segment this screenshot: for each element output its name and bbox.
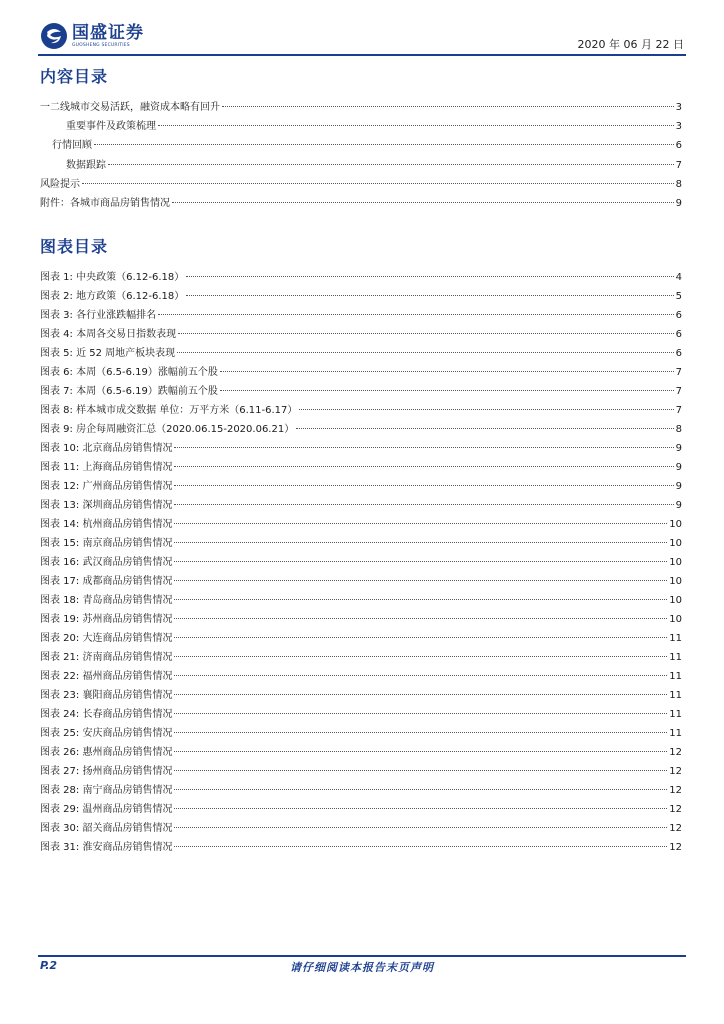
figure-entry[interactable] [0,629,724,647]
page-ref: 10 [669,538,682,549]
figure-entry-label: 图表 21: 济南商品房销售情况 [40,652,173,663]
dot-leader [94,144,674,145]
figure-entry-label: 图表 13: 深圳商品房销售情况 [40,500,173,511]
page-ref: 7 [675,159,682,171]
page-ref: 7 [675,405,682,416]
dot-leader [174,485,673,486]
page-ref: 3 [675,102,682,113]
page-ref: 4 [675,272,682,283]
figure-entry-label: 图表 23: 襄阳商品房销售情况 [40,690,173,701]
page-ref: 12 [669,747,682,758]
page-ref: 11 [669,690,682,701]
page-ref: 11 [669,728,682,739]
figure-entry[interactable] [0,268,724,286]
figure-entry-label: 图表 17: 成都商品房销售情况 [40,576,173,587]
dot-leader [174,694,667,695]
figure-entry-label: 图表 30: 韶关商品房销售情况 [40,823,173,834]
dot-leader [158,125,674,126]
figure-entry-label: 图表 20: 大连商品房销售情况 [40,633,173,644]
page-ref: 10 [669,519,682,530]
page-ref: 10 [669,614,682,625]
figure-entry[interactable] [0,610,724,628]
figure-entry-label: 图表 29: 温州商品房销售情况 [40,804,173,815]
page-ref: 10 [669,595,682,606]
figure-entry-label: 图表 25: 安庆商品房销售情况 [40,728,173,739]
dot-leader [174,770,667,771]
figure-entry-label: 图表 11: 上海商品房销售情况 [40,462,173,473]
dot-leader [174,618,667,619]
page-ref: 12 [669,842,682,853]
dot-leader [174,466,673,467]
page-ref: 7 [675,367,682,378]
figure-entry[interactable] [0,553,724,571]
page-number: P.2 [40,959,58,972]
dot-leader [174,656,667,657]
company-logo [40,22,144,50]
figures-title: 图表目录 [40,237,109,256]
figure-entry-label: 图表 3: 各行业涨跌幅排名 [40,310,157,321]
figure-entry[interactable] [0,382,724,400]
page-ref: 11 [669,652,682,663]
figure-entry[interactable] [0,534,724,552]
figure-entry-label: 图表 7: 本周（6.5-6.19）跌幅前五个股 [40,386,218,397]
toc-entry-label: 数据跟踪 [66,159,106,171]
dot-leader [174,599,667,600]
dot-leader [174,713,667,714]
page-ref: 8 [675,178,682,190]
figure-entry[interactable] [0,496,724,514]
dot-leader [108,164,674,165]
page-ref: 12 [669,823,682,834]
page-ref: 10 [669,576,682,587]
figure-entry[interactable] [0,724,724,742]
figure-entry-label: 图表 14: 杭州商品房销售情况 [40,519,173,530]
figure-entry[interactable] [0,401,724,419]
disclaimer-note: 请仔细阅读本报告末页声明 [290,961,434,974]
dot-leader [174,732,667,733]
page-ref: 9 [675,500,682,511]
figure-entry[interactable] [0,781,724,799]
figure-entry[interactable] [0,515,724,533]
figure-entry-label: 图表 1: 中央政策（6.12-6.18） [40,272,185,283]
report-date: 2020 年 06 月 22 日 [577,38,684,51]
page-ref: 12 [669,804,682,815]
toc-entry[interactable] [0,98,724,116]
guosheng-logo-icon [40,22,68,50]
dot-leader [220,371,674,372]
toc-entry[interactable] [0,194,724,212]
figure-entry-label: 图表 31: 淮安商品房销售情况 [40,842,173,853]
page-ref: 7 [675,386,682,397]
page-header [38,18,686,54]
figure-entry[interactable] [0,705,724,723]
toc-title: 内容目录 [40,67,109,86]
figure-entry[interactable] [0,838,724,856]
toc-entry-label: 附件：各城市商品房销售情况 [40,198,170,209]
figure-entry[interactable] [0,819,724,837]
dot-leader [174,504,673,505]
logo-subname: GUOSHENG SECURITIES [72,43,130,48]
page-ref: 8 [675,424,682,435]
dot-leader [177,352,673,353]
page-ref: 12 [669,785,682,796]
page-ref: 9 [675,198,682,209]
figure-entry[interactable] [0,477,724,495]
figure-entry-label: 图表 6: 本周（6.5-6.19）涨幅前五个股 [40,367,218,378]
page-ref: 6 [675,140,682,152]
dot-leader [178,333,674,334]
figure-entry[interactable] [0,743,724,761]
toc-entry-label: 重要事件及政策梳理 [66,121,156,133]
page-ref: 9 [675,443,682,454]
figure-entry-label: 图表 9: 房企每周融资汇总（2020.06.15-2020.06.21） [40,424,295,435]
figure-entry-label: 图表 18: 青岛商品房销售情况 [40,595,173,606]
page-ref: 11 [669,633,682,644]
figure-entry-label: 图表 8: 样本城市成交数据 单位：万平方米（6.11-6.17） [40,405,298,416]
page-ref: 5 [675,291,682,302]
toc-entry[interactable] [0,156,724,174]
figure-entry[interactable] [0,344,724,362]
figure-entry[interactable] [0,363,724,381]
logo-text-block [72,23,144,49]
figure-entry[interactable] [0,439,724,457]
dot-leader [174,789,667,790]
figure-entry-label: 图表 12: 广州商品房销售情况 [40,481,173,492]
figure-entry[interactable] [0,458,724,476]
dot-leader [220,390,674,391]
logo-name: 国盛证券 [72,23,144,43]
figure-entry[interactable] [0,591,724,609]
toc-entry[interactable] [0,117,724,135]
figure-entry[interactable] [0,667,724,685]
figure-entry[interactable] [0,648,724,666]
dot-leader [174,561,667,562]
figure-entry[interactable] [0,762,724,780]
page-ref: 6 [675,348,682,359]
figure-entry[interactable] [0,306,724,324]
figure-entry-label: 图表 5: 近 52 周地产板块表现 [40,348,176,359]
page-ref: 12 [669,766,682,777]
dot-leader [174,827,667,828]
dot-leader [174,751,667,752]
footer-divider [38,955,686,957]
page-ref: 11 [669,709,682,720]
figure-entry-label: 图表 27: 扬州商品房销售情况 [40,766,173,777]
dot-leader [296,428,673,429]
page-ref: 10 [669,557,682,568]
figure-entry-label: 图表 22: 福州商品房销售情况 [40,671,173,682]
dot-leader [222,106,674,107]
figure-entry-label: 图表 24: 长春商品房销售情况 [40,709,173,720]
figure-entry-label: 图表 15: 南京商品房销售情况 [40,538,173,549]
figure-entry-label: 图表 19: 苏州商品房销售情况 [40,614,173,625]
figure-entry-label: 图表 2: 地方政策（6.12-6.18） [40,291,185,302]
figure-entry[interactable] [0,572,724,590]
page-ref: 6 [675,310,682,321]
dot-leader [172,202,674,203]
figure-entry[interactable] [0,686,724,704]
figure-entry-label: 图表 4: 本周各交易日指数表现 [40,329,177,340]
dot-leader [174,637,667,638]
dot-leader [174,580,667,581]
toc-entry[interactable] [0,136,724,154]
figure-entry-label: 图表 28: 南宁商品房销售情况 [40,785,173,796]
page-ref: 6 [675,329,682,340]
figure-entry-label: 图表 16: 武汉商品房销售情况 [40,557,173,568]
figure-entry-label: 图表 10: 北京商品房销售情况 [40,443,173,454]
dot-leader [158,314,674,315]
figure-entry[interactable] [0,420,724,438]
dot-leader [174,542,667,543]
toc-entry-label: 行情回顾 [52,140,92,152]
dot-leader [174,675,667,676]
figure-entry[interactable] [0,325,724,343]
page-ref: 9 [675,462,682,473]
dot-leader [186,276,673,277]
toc-entry[interactable] [0,175,724,193]
page-ref: 11 [669,671,682,682]
toc-entry-label: 风险提示 [40,178,80,190]
page-ref: 9 [675,481,682,492]
figure-entry[interactable] [0,287,724,305]
dot-leader [174,523,667,524]
figure-entry[interactable] [0,800,724,818]
dot-leader [174,447,673,448]
page-ref: 3 [675,121,682,133]
figure-entry-label: 图表 26: 惠州商品房销售情况 [40,747,173,758]
dot-leader [174,846,667,847]
dot-leader [299,409,673,410]
dot-leader [174,808,667,809]
toc-entry-label: 一二线城市交易活跃，融资成本略有回升 [40,102,220,113]
dot-leader [186,295,673,296]
dot-leader [82,183,674,184]
header-divider [38,54,686,56]
